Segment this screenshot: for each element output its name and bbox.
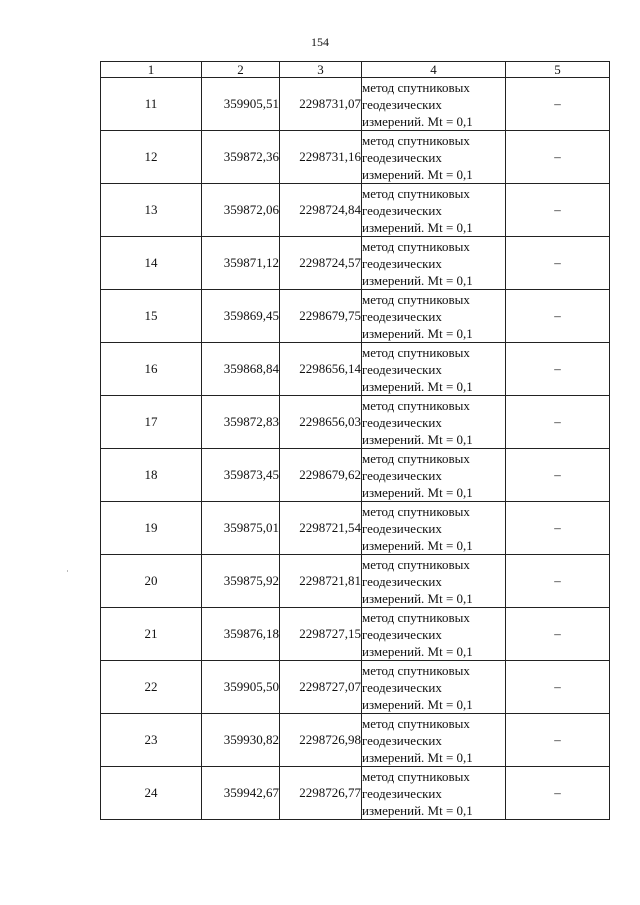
method-text-line: метод спутниковых (362, 132, 470, 148)
table-row (101, 449, 610, 502)
y-coordinate-cell: 2298724,57 (280, 237, 362, 290)
note-cell: – (506, 555, 610, 608)
point-number-cell: 16 (101, 343, 202, 396)
coordinates-table (100, 61, 610, 820)
method-text-line: геодезических (362, 361, 442, 377)
method-text-line: измерений. Mt = 0,1 (362, 166, 473, 182)
method-text-line: метод спутниковых (362, 238, 470, 254)
point-number-cell: 22 (101, 661, 202, 714)
x-coordinate-cell: 359868,84 (202, 343, 280, 396)
note-cell: – (506, 661, 610, 714)
x-coordinate-cell: 359905,51 (202, 78, 280, 131)
note-cell: – (506, 237, 610, 290)
method-text-line: измерений. Mt = 0,1 (362, 272, 473, 288)
column-header: 5 (506, 62, 610, 78)
x-coordinate-cell: 359905,50 (202, 661, 280, 714)
y-coordinate-cell: 2298721,54 (280, 502, 362, 555)
point-number-cell: 14 (101, 237, 202, 290)
x-coordinate-cell: 359871,12 (202, 237, 280, 290)
table-row (101, 555, 610, 608)
table-row (101, 237, 610, 290)
x-coordinate-cell: 359872,83 (202, 396, 280, 449)
method-text-line: измерений. Mt = 0,1 (362, 590, 473, 606)
method-text-line: геодезических (362, 626, 442, 642)
method-cell (362, 131, 506, 184)
table-row (101, 290, 610, 343)
method-text-line: геодезических (362, 679, 442, 695)
method-text-line: геодезических (362, 149, 442, 165)
note-cell: – (506, 714, 610, 767)
table-row (101, 78, 610, 131)
y-coordinate-cell: 2298727,15 (280, 608, 362, 661)
method-cell (362, 78, 506, 131)
method-text-line: измерений. Mt = 0,1 (362, 749, 473, 765)
method-text-line: геодезических (362, 732, 442, 748)
y-coordinate-cell: 2298656,14 (280, 343, 362, 396)
table-row (101, 131, 610, 184)
table-row (101, 343, 610, 396)
point-number-cell: 20 (101, 555, 202, 608)
column-header: 3 (280, 62, 362, 78)
method-text-line: геодезических (362, 96, 442, 112)
x-coordinate-cell: 359876,18 (202, 608, 280, 661)
note-cell: – (506, 502, 610, 555)
method-text-line: метод спутниковых (362, 768, 470, 784)
x-coordinate-cell: 359872,06 (202, 184, 280, 237)
method-text-line: геодезических (362, 202, 442, 218)
note-cell: – (506, 767, 610, 820)
method-text-line: метод спутниковых (362, 609, 470, 625)
note-cell: – (506, 396, 610, 449)
method-cell (362, 237, 506, 290)
method-text-line: метод спутниковых (362, 450, 470, 466)
column-header: 4 (362, 62, 506, 78)
x-coordinate-cell: 359869,45 (202, 290, 280, 343)
method-text-line: геодезических (362, 520, 442, 536)
method-text-line: геодезических (362, 308, 442, 324)
method-text-line: измерений. Mt = 0,1 (362, 802, 473, 818)
table-row (101, 502, 610, 555)
method-text-line: геодезических (362, 467, 442, 483)
point-number-cell: 12 (101, 131, 202, 184)
note-cell: – (506, 78, 610, 131)
method-cell (362, 661, 506, 714)
method-cell (362, 555, 506, 608)
method-text-line: метод спутниковых (362, 715, 470, 731)
method-text-line: геодезических (362, 414, 442, 430)
method-cell (362, 502, 506, 555)
method-cell (362, 714, 506, 767)
table-row (101, 714, 610, 767)
method-text-line: геодезических (362, 785, 442, 801)
method-text-line: метод спутниковых (362, 397, 470, 413)
method-cell (362, 290, 506, 343)
method-text-line: метод спутниковых (362, 556, 470, 572)
method-text-line: геодезических (362, 255, 442, 271)
x-coordinate-cell: 359942,67 (202, 767, 280, 820)
note-cell: – (506, 449, 610, 502)
page-number: 154 (311, 35, 329, 49)
point-number-cell: 24 (101, 767, 202, 820)
method-text-line: измерений. Mt = 0,1 (362, 378, 473, 394)
method-cell (362, 449, 506, 502)
method-text-line: геодезических (362, 573, 442, 589)
point-number-cell: 23 (101, 714, 202, 767)
method-cell (362, 767, 506, 820)
x-coordinate-cell: 359875,01 (202, 502, 280, 555)
method-text-line: метод спутниковых (362, 503, 470, 519)
y-coordinate-cell: 2298727,07 (280, 661, 362, 714)
note-cell: – (506, 290, 610, 343)
method-text-line: измерений. Mt = 0,1 (362, 537, 473, 553)
method-cell (362, 608, 506, 661)
point-number-cell: 13 (101, 184, 202, 237)
method-text-line: измерений. Mt = 0,1 (362, 696, 473, 712)
method-text-line: метод спутниковых (362, 662, 470, 678)
x-coordinate-cell: 359872,36 (202, 131, 280, 184)
method-text-line: измерений. Mt = 0,1 (362, 484, 473, 500)
y-coordinate-cell: 2298656,03 (280, 396, 362, 449)
table-row (101, 661, 610, 714)
table-row (101, 767, 610, 820)
column-header: 2 (202, 62, 280, 78)
method-text-line: измерений. Mt = 0,1 (362, 219, 473, 235)
y-coordinate-cell: 2298679,62 (280, 449, 362, 502)
x-coordinate-cell: 359875,92 (202, 555, 280, 608)
point-number-cell: 18 (101, 449, 202, 502)
point-number-cell: 19 (101, 502, 202, 555)
method-cell (362, 343, 506, 396)
method-text-line: метод спутниковых (362, 79, 470, 95)
y-coordinate-cell: 2298724,84 (280, 184, 362, 237)
method-cell (362, 396, 506, 449)
note-cell: – (506, 131, 610, 184)
margin-mark (67, 570, 68, 572)
x-coordinate-cell: 359873,45 (202, 449, 280, 502)
table-row (101, 396, 610, 449)
y-coordinate-cell: 2298721,81 (280, 555, 362, 608)
note-cell: – (506, 343, 610, 396)
y-coordinate-cell: 2298679,75 (280, 290, 362, 343)
method-text-line: метод спутниковых (362, 185, 470, 201)
y-coordinate-cell: 2298731,16 (280, 131, 362, 184)
y-coordinate-cell: 2298726,77 (280, 767, 362, 820)
y-coordinate-cell: 2298731,07 (280, 78, 362, 131)
point-number-cell: 11 (101, 78, 202, 131)
method-text-line: метод спутниковых (362, 344, 470, 360)
x-coordinate-cell: 359930,82 (202, 714, 280, 767)
method-text-line: измерений. Mt = 0,1 (362, 113, 473, 129)
method-text-line: измерений. Mt = 0,1 (362, 431, 473, 447)
table-row (101, 184, 610, 237)
table-header-row (101, 62, 610, 78)
column-header: 1 (101, 62, 202, 78)
note-cell: – (506, 184, 610, 237)
table-row (101, 608, 610, 661)
point-number-cell: 17 (101, 396, 202, 449)
y-coordinate-cell: 2298726,98 (280, 714, 362, 767)
note-cell: – (506, 608, 610, 661)
method-text-line: измерений. Mt = 0,1 (362, 643, 473, 659)
method-text-line: метод спутниковых (362, 291, 470, 307)
point-number-cell: 15 (101, 290, 202, 343)
method-cell (362, 184, 506, 237)
method-text-line: измерений. Mt = 0,1 (362, 325, 473, 341)
table-body (101, 78, 610, 820)
point-number-cell: 21 (101, 608, 202, 661)
